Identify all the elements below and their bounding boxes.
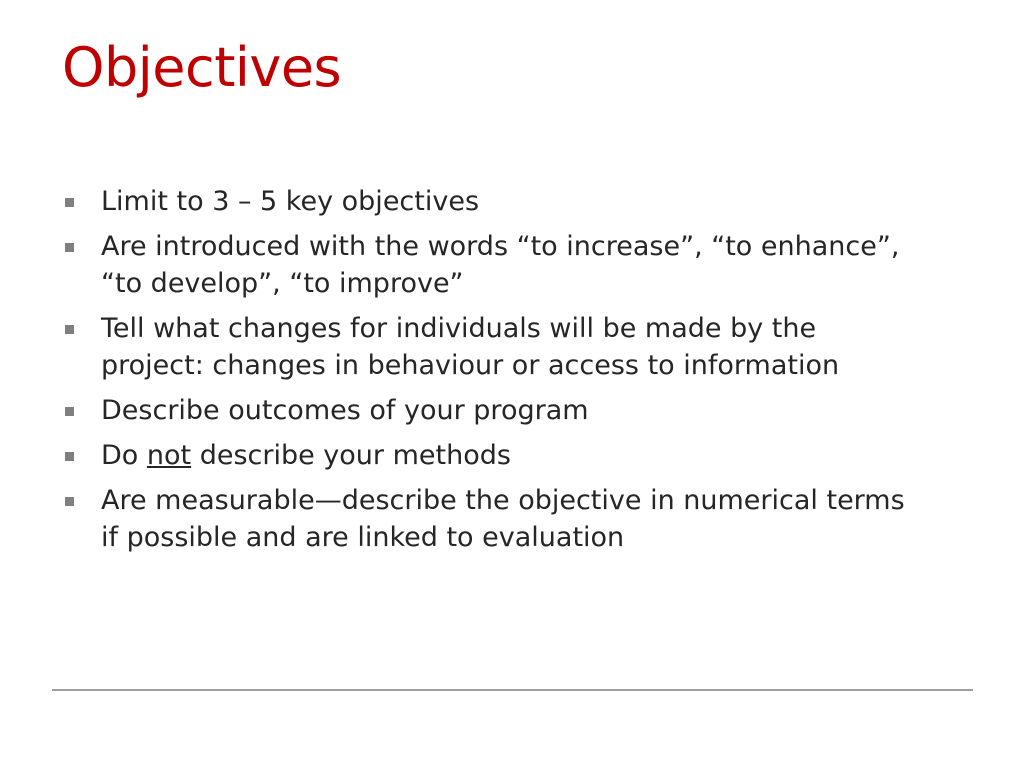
- bullet-text-prefix: Do: [101, 440, 147, 471]
- bullet-item: [62, 183, 922, 220]
- bullet-text: Limit to 3 – 5 key objectives: [101, 186, 480, 217]
- bullet-emphasis: not: [146, 440, 192, 471]
- square-bullet-icon: [65, 243, 74, 252]
- square-bullet-icon: [65, 497, 74, 506]
- bullet-text: Are measurable—describe the objective in numerical terms if possible and are linked to evaluation: [101, 485, 905, 553]
- bullet-text-suffix: describe your methods: [191, 440, 511, 471]
- bullet-list: [62, 183, 922, 564]
- bullet-item: [62, 228, 922, 302]
- footer-divider: [52, 689, 973, 691]
- bullet-text: Are introduced with the words “to increase”, “to enhance”, “to develop”, “to improve”: [101, 231, 900, 299]
- bullet-item: [62, 310, 922, 384]
- bullet-text: Tell what changes for individuals will be made by the project: changes in behaviour or access to information: [101, 313, 840, 381]
- square-bullet-icon: [65, 452, 74, 461]
- bullet-item: [62, 437, 922, 474]
- square-bullet-icon: [65, 198, 74, 207]
- bullet-item: [62, 392, 922, 429]
- square-bullet-icon: [65, 407, 74, 416]
- slide-title: Objectives: [62, 36, 342, 99]
- bullet-item: [62, 482, 922, 556]
- bullet-text: Describe outcomes of your program: [101, 395, 589, 426]
- square-bullet-icon: [65, 325, 74, 334]
